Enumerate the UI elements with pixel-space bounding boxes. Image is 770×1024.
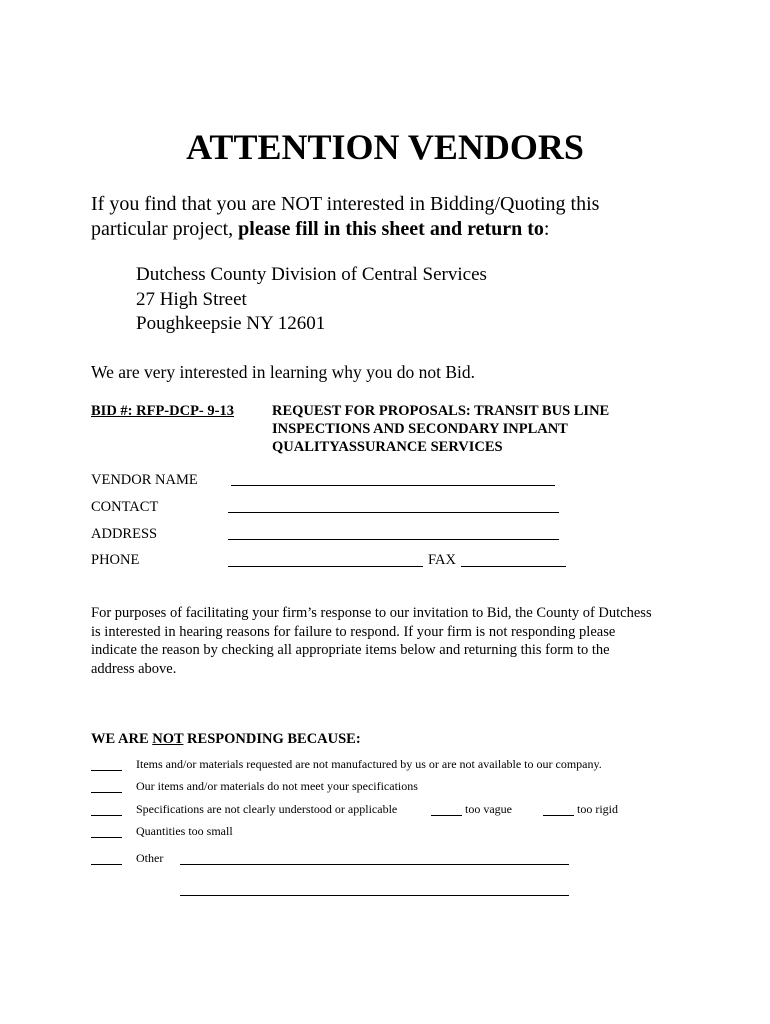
request-line-3: QUALITYASSURANCE SERVICES: [272, 439, 503, 455]
intro-line-1: If you find that you are NOT interested in Bidding/Quoting this: [91, 193, 600, 215]
intro-line-2-bold: please fill in this sheet and return to: [238, 218, 544, 240]
reason-label-1: Items and/or materials requested are not manufactured by us or are not available to our company.: [136, 757, 602, 771]
request-line-1: REQUEST FOR PROPOSALS: TRANSIT BUS LINE: [272, 403, 610, 419]
too-rigid-label: too rigid: [577, 802, 618, 816]
vendor-name-field[interactable]: [231, 485, 555, 486]
other-reason-field[interactable]: [180, 864, 569, 865]
reason-label-4: Quantities too small: [136, 824, 233, 838]
paragraph-line-1: For purposes of facilitating your firm’s response to our invitation to Bid, the County of Dutchess: [91, 605, 652, 621]
phone-field[interactable]: [228, 566, 423, 567]
reason-label-5: Other: [136, 851, 164, 865]
intro-line-2-end: :: [543, 218, 550, 240]
paragraph-line-4: address above.: [91, 661, 177, 677]
paragraph-line-2: is interested in hearing reasons for failure to respond. If your firm is not responding please: [91, 624, 616, 640]
address-label: ADDRESS: [91, 526, 158, 542]
reason-checkbox-1[interactable]: [91, 770, 122, 771]
section-heading-not: NOT: [152, 731, 184, 747]
address-line-2: 27 High Street: [136, 289, 247, 310]
reason-checkbox-2[interactable]: [91, 792, 122, 793]
too-vague-checkbox[interactable]: [431, 815, 462, 816]
address-line-3: Poughkeepsie NY 12601: [136, 313, 326, 334]
reason-checkbox-5[interactable]: [91, 864, 122, 865]
reason-checkbox-3[interactable]: [91, 815, 122, 816]
fax-field[interactable]: [461, 566, 566, 567]
page-title: ATTENTION VENDORS: [186, 127, 584, 167]
intro-line-2: [91, 218, 549, 241]
reason-label-3: Specifications are not clearly understood or applicable: [136, 802, 398, 816]
interest-text: We are very interested in learning why you do not Bid.: [91, 362, 475, 382]
too-vague-label: too vague: [465, 802, 512, 816]
reason-label-2: Our items and/or materials do not meet your specifications: [136, 779, 418, 793]
section-heading-after: RESPONDING BECAUSE:: [183, 731, 361, 747]
phone-label: PHONE: [91, 552, 140, 568]
contact-field[interactable]: [228, 512, 559, 513]
bid-number: BID #: RFP-DCP- 9-13: [91, 403, 234, 419]
vendor-name-label: VENDOR NAME: [91, 472, 198, 488]
section-heading: [91, 731, 361, 748]
fax-label: FAX: [428, 552, 456, 568]
section-heading-before: WE ARE: [91, 731, 153, 747]
reason-checkbox-4[interactable]: [91, 837, 122, 838]
too-rigid-checkbox[interactable]: [543, 815, 574, 816]
other-reason-field-2[interactable]: [180, 895, 569, 896]
address-line-1: Dutchess County Division of Central Services: [136, 264, 487, 285]
address-field[interactable]: [228, 539, 559, 540]
contact-label: CONTACT: [91, 499, 159, 515]
intro-line-2-plain: particular project,: [91, 218, 239, 240]
paragraph-line-3: indicate the reason by checking all appropriate items below and returning this form to the: [91, 642, 610, 658]
request-line-2: INSPECTIONS AND SECONDARY INPLANT: [272, 421, 568, 437]
